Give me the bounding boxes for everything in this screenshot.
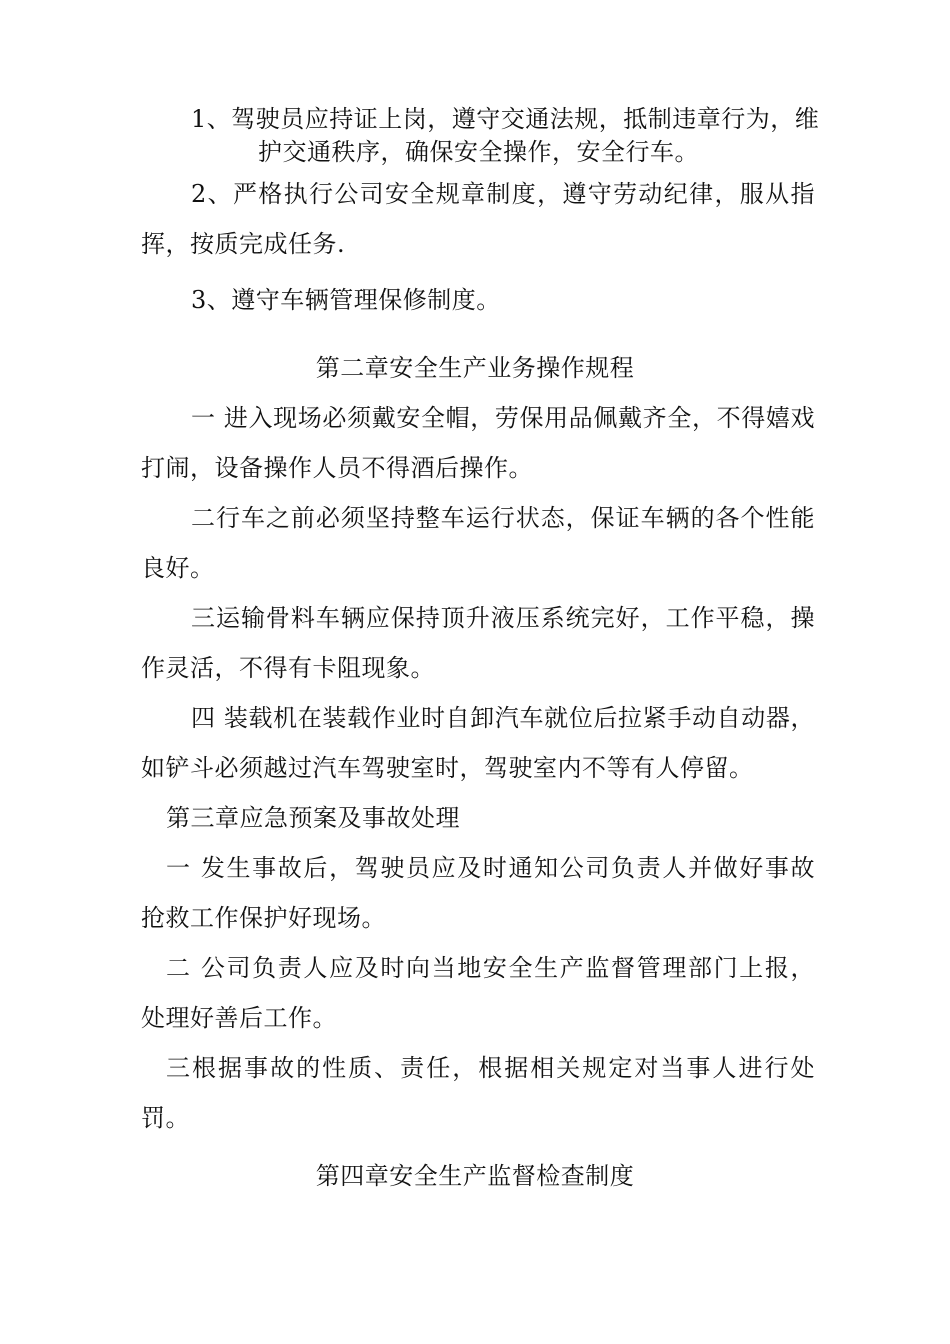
chapter-2-para-3-line-1: 三运输骨料车辆应保持顶升液压系统完好，工作平稳，操	[191, 604, 815, 632]
chapter-2-para-4-line-1: 四 装载机在装载作业时自卸汽车就位后拉紧手动自动器，	[191, 704, 815, 732]
chapter-2-para-4-line-2: 如铲斗必须越过汽车驾驶室时，驾驶室内不等有人停留。	[141, 754, 754, 782]
item-1-line-2: 护交通秩序，确保安全操作，安全行车。	[258, 138, 699, 166]
chapter-3-para-1-line-1: 一 发生事故后，驾驶员应及时通知公司负责人并做好事故	[166, 854, 815, 882]
chapter-2-para-1-line-2: 打闹，设备操作人员不得酒后操作。	[141, 454, 533, 482]
item-3-line-1: 3、遵守车辆管理保修制度。	[191, 286, 501, 314]
chapter-3-title: 第三章应急预案及事故处理	[166, 804, 460, 832]
chapter-2-title: 第二章安全生产业务操作规程	[315, 354, 635, 382]
chapter-3-para-3-line-1: 三根据事故的性质、责任，根据相关规定对当事人进行处	[166, 1054, 815, 1082]
item-1-line-1: 1、驾驶员应持证上岗，遵守交通法规，抵制违章行为，维	[191, 105, 820, 133]
chapter-3-para-2-line-1: 二 公司负责人应及时向当地安全生产监督管理部门上报，	[166, 954, 815, 982]
chapter-2-para-3-line-2: 作灵活，不得有卡阻现象。	[141, 654, 435, 682]
chapter-3-para-1-line-2: 抢救工作保护好现场。	[141, 904, 386, 932]
chapter-2-para-2-line-2: 良好。	[141, 554, 215, 582]
chapter-4-title: 第四章安全生产监督检查制度	[315, 1162, 635, 1190]
chapter-2-para-2-line-1: 二行车之前必须坚持整车运行状态，保证车辆的各个性能	[191, 504, 815, 532]
item-2-line-1: 2、严格执行公司安全规章制度，遵守劳动纪律，服从指	[191, 180, 815, 208]
item-2-line-2: 挥，按质完成任务.	[141, 230, 346, 258]
chapter-2-para-1-line-1: 一 进入现场必须戴安全帽，劳保用品佩戴齐全，不得嬉戏	[191, 404, 815, 432]
chapter-3-para-2-line-2: 处理好善后工作。	[141, 1004, 337, 1032]
chapter-3-para-3-line-2: 罚。	[141, 1104, 190, 1132]
